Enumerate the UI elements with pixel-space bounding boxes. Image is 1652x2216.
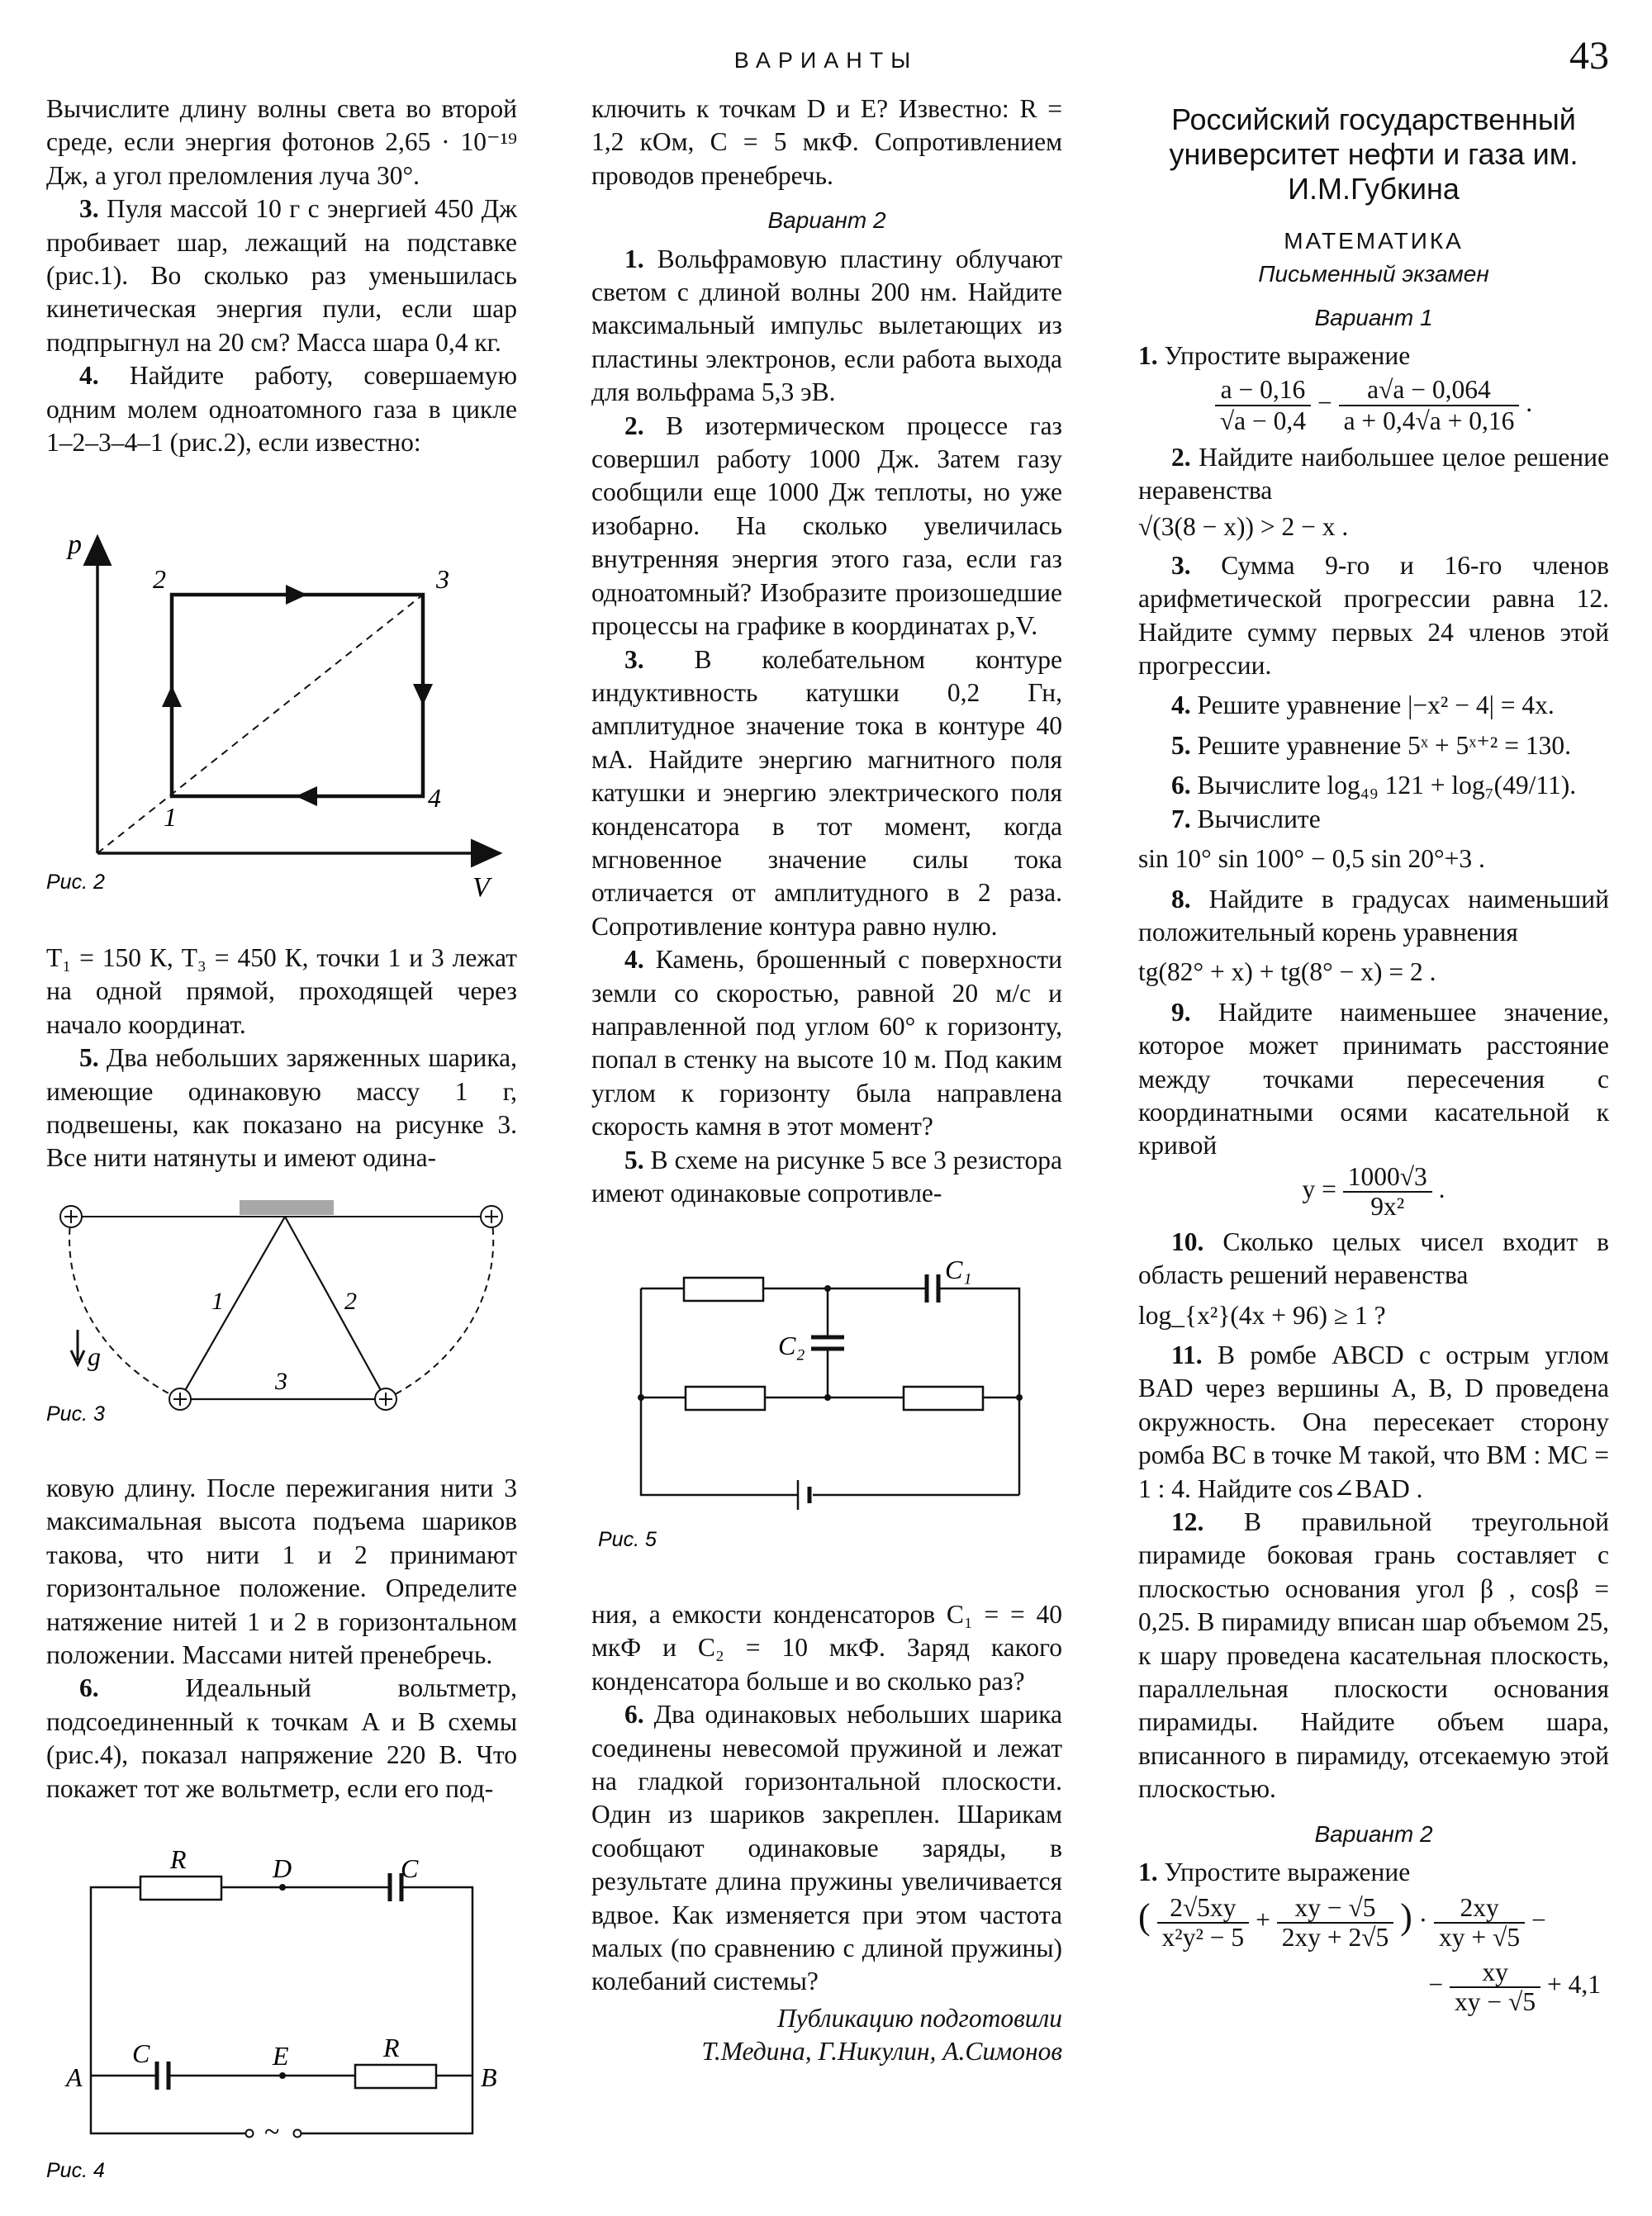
ac-source-symbol: ~ bbox=[264, 2117, 280, 2147]
operator: − bbox=[1531, 1905, 1546, 1935]
paragraph: ключить к точкам D и E? Известно: R = 1,2 кОм, C = 5 мкФ. Сопротивлением проводов пренебречь. bbox=[591, 94, 1062, 190]
expression-v2-q1-cont bbox=[1138, 1958, 1609, 2016]
problem-number: 4. bbox=[79, 361, 99, 391]
problem-text: Решите уравнение 5ˣ + 5ˣ⁺² = 130. bbox=[1197, 730, 1572, 760]
fraction-numerator: xy bbox=[1450, 1958, 1540, 1988]
running-header: ВАРИАНТЫ bbox=[733, 48, 919, 73]
capacitor-label-c1: C₁ bbox=[945, 1255, 972, 1284]
problem-text: Найдите наименьшее значение, которое может принимать расстояние между точками пересечения с координатными осями касательной к кривой bbox=[1138, 997, 1610, 1160]
punctuation: . bbox=[1526, 387, 1533, 417]
fraction-numerator: 2√5xy bbox=[1157, 1894, 1250, 1924]
operator: − bbox=[1317, 387, 1332, 417]
authors: Т.Медина, Г.Никулин, А.Симонов bbox=[701, 2037, 1062, 2067]
problem-6 bbox=[46, 1672, 517, 1806]
problem-text: Сколько целых чисел входит в область решений неравенства bbox=[1138, 1227, 1609, 1290]
problem-text: Два одинаковых небольших шарика соединены невесомой пружиной и лежат на гладкой горизонтальной плоскости. Один из шариков закреплен. Шарикам сообщают одинаковые заряды, в результате длина пружины увеличивается вдвое. Как изменяется при этом частота малых (по сравнению с длиной пружины) колебаний системы? bbox=[591, 1700, 1062, 1996]
problem-1 bbox=[1138, 1856, 1609, 1889]
capacitor-label: C bbox=[401, 1853, 419, 1883]
credits: Публикацию подготовили bbox=[776, 2003, 1062, 2033]
problem-number: 2. bbox=[1171, 442, 1191, 472]
column-1-bottom bbox=[46, 1472, 517, 1806]
problem-1 bbox=[591, 243, 1062, 410]
paragraph: T₁ = 150 К, T₃ = 450 К, точки 1 и 3 лежат на одной прямой, проходящей через начало координат. bbox=[46, 943, 517, 1039]
problem-3 bbox=[1138, 549, 1609, 683]
problem-number: 5. bbox=[624, 1145, 644, 1174]
problem-text: Два небольших заряженных шарика, имеющие одинаковую массу 1 г, подвешены, как показано на рисунке 3. Все нити натянуты и имеют одина- bbox=[46, 1043, 518, 1173]
operator: − bbox=[1428, 1970, 1444, 2000]
figure-3-charged-balls bbox=[41, 1189, 512, 1429]
expression-tail: + 4,1 bbox=[1546, 1970, 1601, 2000]
problem-text: Найдите работу, совершаемую одним молем одноатомного газа в цикле 1–2–3–4–1 (рис.2), если известно: bbox=[46, 361, 517, 458]
problem-number: 6. bbox=[1171, 771, 1191, 800]
figure-caption: Рис. 5 bbox=[598, 1528, 657, 1551]
problem-4 bbox=[46, 359, 517, 459]
punctuation: . bbox=[1438, 1174, 1446, 1203]
problem-text: Найдите в градусах наименьший положительный корень уравнения bbox=[1138, 884, 1610, 947]
university-title: Российский государственный университет нефти и газа им. И.М.Губкина bbox=[1169, 102, 1578, 206]
expression-q10: log_{x²}(4x + 96) ≥ 1 ? bbox=[1138, 1300, 1386, 1330]
problem-number: 5. bbox=[1171, 730, 1191, 760]
problem-3 bbox=[46, 192, 517, 359]
column-2-bottom bbox=[591, 1598, 1062, 2069]
point-label-d: D bbox=[273, 1853, 292, 1883]
problem-number: 8. bbox=[1171, 884, 1191, 913]
problem-6 bbox=[1138, 769, 1609, 802]
problem-number: 11. bbox=[1171, 1340, 1203, 1369]
point-label-b: B bbox=[481, 2062, 497, 2092]
gravity-label: g bbox=[88, 1341, 101, 1371]
fraction-denominator: xy − √5 bbox=[1455, 1987, 1536, 2017]
problem-text: Упростите выражение bbox=[1164, 1858, 1411, 1887]
problem-text: Решите уравнение |−x² − 4| = 4x. bbox=[1197, 690, 1555, 720]
point-label-2: 2 bbox=[153, 564, 166, 594]
problem-8 bbox=[1138, 883, 1609, 950]
expression-q9 bbox=[1138, 1163, 1609, 1221]
resistor-label: R bbox=[383, 2033, 400, 2062]
fraction-numerator: a√a − 0,064 bbox=[1339, 375, 1520, 406]
point-label-1: 1 bbox=[164, 802, 177, 832]
problem-number: 3. bbox=[624, 644, 644, 674]
problem-text: Камень, брошенный с поверхности земли со скоростью, равной 20 м/с и направленной под углом 60° к горизонту, попал в стенку на высоте 10 м. Под каким углом к горизонту была направлена скорость камня в этот момент? bbox=[591, 945, 1062, 1141]
fraction-numerator: 2xy bbox=[1434, 1894, 1525, 1924]
problem-number: 7. bbox=[1171, 804, 1191, 833]
figure-caption: Рис. 3 bbox=[46, 1402, 105, 1426]
fraction-denominator: a + 0,4√a + 0,16 bbox=[1343, 406, 1515, 435]
fraction-numerator: a − 0,16 bbox=[1215, 375, 1311, 406]
problem-12 bbox=[1138, 1506, 1609, 1806]
problem-text: В колебательном контуре индуктивность катушки 0,2 Гн, амплитудное значение тока в контуре 40 мА. Найдите энергию магнитного поля катушки и энергию электрического поля конденсатора в тот момент, когда мгновенное значение силы тока отличается от амплитудного в 2 раза. Сопротивление контура равно нулю. bbox=[591, 644, 1063, 941]
problem-text: Пуля массой 10 г с энергией 450 Дж пробивает шар, лежащий на подставке (рис.1). Во сколько раз уменьшилась кинетическая энергия пули, если шар подпрыгнул на 20 см? Масса шара 0,4 кг. bbox=[46, 194, 518, 357]
paragraph: ния, а емкости конденсаторов C₁ = = 40 мкФ и C₂ = 10 мкФ. Заряд какого конденсатора больше и во сколько раз? bbox=[591, 1600, 1062, 1696]
problem-4 bbox=[1138, 689, 1609, 722]
problem-number: 9. bbox=[1171, 997, 1191, 1027]
problem-number: 12. bbox=[1171, 1507, 1204, 1536]
variant-heading: Вариант 1 bbox=[1314, 304, 1433, 330]
point-label-e: E bbox=[273, 2041, 289, 2071]
problem-10 bbox=[1138, 1226, 1609, 1293]
expression-q7: sin 10° sin 100° − 0,5 sin 20°+3 . bbox=[1138, 844, 1485, 874]
point-label-4: 4 bbox=[428, 783, 441, 813]
page-number: 43 bbox=[1569, 34, 1609, 78]
problem-6 bbox=[591, 1698, 1062, 1999]
problem-text: Найдите наибольшее целое решение неравенства bbox=[1138, 442, 1610, 505]
problem-text: Сумма 9-го и 16-го членов арифметической прогрессии равна 12. Найдите сумму первых 24 членов этой прогрессии. bbox=[1138, 550, 1610, 681]
fraction-denominator: x²y² − 5 bbox=[1161, 1923, 1245, 1953]
problem-5 bbox=[591, 1144, 1062, 1211]
expression-q1 bbox=[1138, 375, 1609, 436]
fraction-denominator: xy + √5 bbox=[1439, 1923, 1521, 1953]
capacitor-label: C bbox=[132, 2038, 150, 2068]
problem-4 bbox=[591, 943, 1062, 1143]
variant-heading: Вариант 2 bbox=[1314, 1820, 1433, 1847]
problem-9 bbox=[1138, 996, 1609, 1163]
problem-number: 3. bbox=[1171, 550, 1191, 580]
problem-number: 4. bbox=[624, 945, 644, 975]
problem-text: В схеме на рисунке 5 все 3 резистора имеют одинаковые сопротивле- bbox=[591, 1145, 1063, 1208]
problem-7 bbox=[1138, 803, 1609, 836]
column-1-mid bbox=[46, 942, 517, 1175]
operator: · bbox=[1418, 1905, 1428, 1935]
thread-label-3: 3 bbox=[275, 1368, 287, 1395]
fraction-numerator: 1000√3 bbox=[1343, 1163, 1432, 1193]
problem-2 bbox=[1138, 441, 1609, 508]
problem-2 bbox=[591, 410, 1062, 643]
expression-q8: tg(82° + x) + tg(8° − x) = 2 . bbox=[1138, 957, 1436, 987]
problem-3 bbox=[591, 643, 1062, 944]
capacitor-label-c2: C₂ bbox=[778, 1331, 805, 1360]
problem-text: Идеальный вольтметр, подсоединенный к точкам A и B схемы (рис.4), показал напряжение 220 В. Что покажет тот же вольтметр, если его под- bbox=[46, 1673, 518, 1803]
expression-v2-q1: ( $\frac{2√5xy}{\text{x²y² − 5}}$ + $\frac{xy - √5}{2xy + 2√5}$ ) · $\frac{2xy}{xy + √5}$ − bbox=[1138, 1893, 1546, 1953]
problem-number: 1. bbox=[1138, 1858, 1158, 1887]
thread-label-2: 2 bbox=[344, 1288, 357, 1315]
problem-text: Вольфрамовую пластину облучают светом с длиной волны 200 нм. Найдите максимальный импульс вылетающих из пластины электронов, если работа выхода для вольфрама 5,3 эВ. bbox=[591, 244, 1062, 407]
resistor-label: R bbox=[170, 1844, 187, 1874]
point-label-3: 3 bbox=[436, 564, 449, 594]
problem-number: 1. bbox=[624, 244, 644, 273]
thread-label-1: 1 bbox=[211, 1288, 224, 1315]
problem-number: 5. bbox=[79, 1043, 99, 1073]
paragraph: Вычислите длину волны света во второй среде, если энергия фотонов 2,65 · 10⁻¹⁹ Дж, а угол преломления луча 30°. bbox=[46, 94, 517, 190]
axis-label-v: V bbox=[472, 872, 490, 903]
column-2-top bbox=[591, 93, 1062, 1210]
problem-number: 6. bbox=[79, 1673, 99, 1703]
problem-text: В изотермическом процессе газ совершил работу 1000 Дж. Затем газу сообщили еще 1000 Дж теплоты, но уже изобарно. На сколько увеличилась внутренняя энергия этого газа, если газ одноатомный? Изобразите произошедшие процессы на графике в координатах p,V. bbox=[591, 410, 1062, 641]
problem-text: Упростите выражение bbox=[1164, 341, 1411, 371]
fraction-denominator: √a − 0,4 bbox=[1219, 406, 1307, 435]
figure-caption: Рис. 2 bbox=[46, 871, 105, 894]
column-1-top bbox=[46, 93, 517, 459]
paragraph: ковую длину. После пережигания нити 3 максимальная высота подъема шариков такова, что нити 1 и 2 принимают горизонтальное положение. Определите натяжение нитей 1 и 2 в горизонтальном положении. Массами нитей пренебречь. bbox=[46, 1473, 517, 1670]
problem-number: 4. bbox=[1171, 690, 1191, 720]
problem-number: 1. bbox=[1138, 341, 1158, 371]
variant-heading: Вариант 2 bbox=[767, 207, 886, 234]
fraction-numerator: xy − √5 bbox=[1277, 1894, 1394, 1924]
figure-4-circuit bbox=[41, 1825, 512, 2189]
operator: + bbox=[1256, 1905, 1270, 1935]
point-label-a: A bbox=[66, 2062, 83, 2092]
column-3 bbox=[1138, 102, 1609, 2016]
problem-number: 10. bbox=[1171, 1227, 1204, 1256]
problem-11 bbox=[1138, 1339, 1609, 1506]
axis-label-p: p bbox=[68, 529, 82, 560]
problem-number: 3. bbox=[79, 194, 99, 224]
expression-q2: √(3(8 − x)) > 2 − x . bbox=[1138, 512, 1349, 542]
problem-1 bbox=[1138, 339, 1609, 372]
figure-5-circuit bbox=[591, 1247, 1062, 1561]
problem-5 bbox=[1138, 729, 1609, 762]
problem-5 bbox=[46, 1042, 517, 1175]
expression-lhs: y = bbox=[1302, 1174, 1336, 1203]
figure-caption: Рис. 4 bbox=[46, 2159, 105, 2182]
fraction-denominator: 2xy + 2√5 bbox=[1281, 1923, 1389, 1953]
problem-number: 2. bbox=[624, 410, 644, 440]
figure-2-pv-diagram bbox=[41, 529, 512, 909]
exam-heading: Письменный экзамен bbox=[1258, 261, 1489, 287]
subject-heading: МАТЕМАТИКА bbox=[1284, 228, 1464, 254]
problem-text: В правильной треугольной пирамиде боковая грань составляет с плоскостью основания угол β , cosβ = 0,25. В пирамиду вписан шар объемом 25, к шару проведена касательная плоскость, параллельная плоскости основания пирамиды. Найдите объем шара, вписанного в пирамиду, отсекаемую этой плоскостью. bbox=[1138, 1507, 1609, 1804]
problem-number: 6. bbox=[624, 1700, 644, 1730]
problem-text: Вычислите bbox=[1197, 804, 1321, 833]
problem-text: Вычислите log₄₉ 121 + log₇(49/11). bbox=[1197, 771, 1577, 800]
problem-text: В ромбе ABCD с острым углом BAD через вершины A, B, D проведена окружность. Она пересекает сторону ромба BC в точке M такой, что BM : MC = 1 : 4. Найдите cos∠BAD . bbox=[1138, 1340, 1609, 1503]
fraction-denominator: 9x² bbox=[1370, 1191, 1405, 1221]
